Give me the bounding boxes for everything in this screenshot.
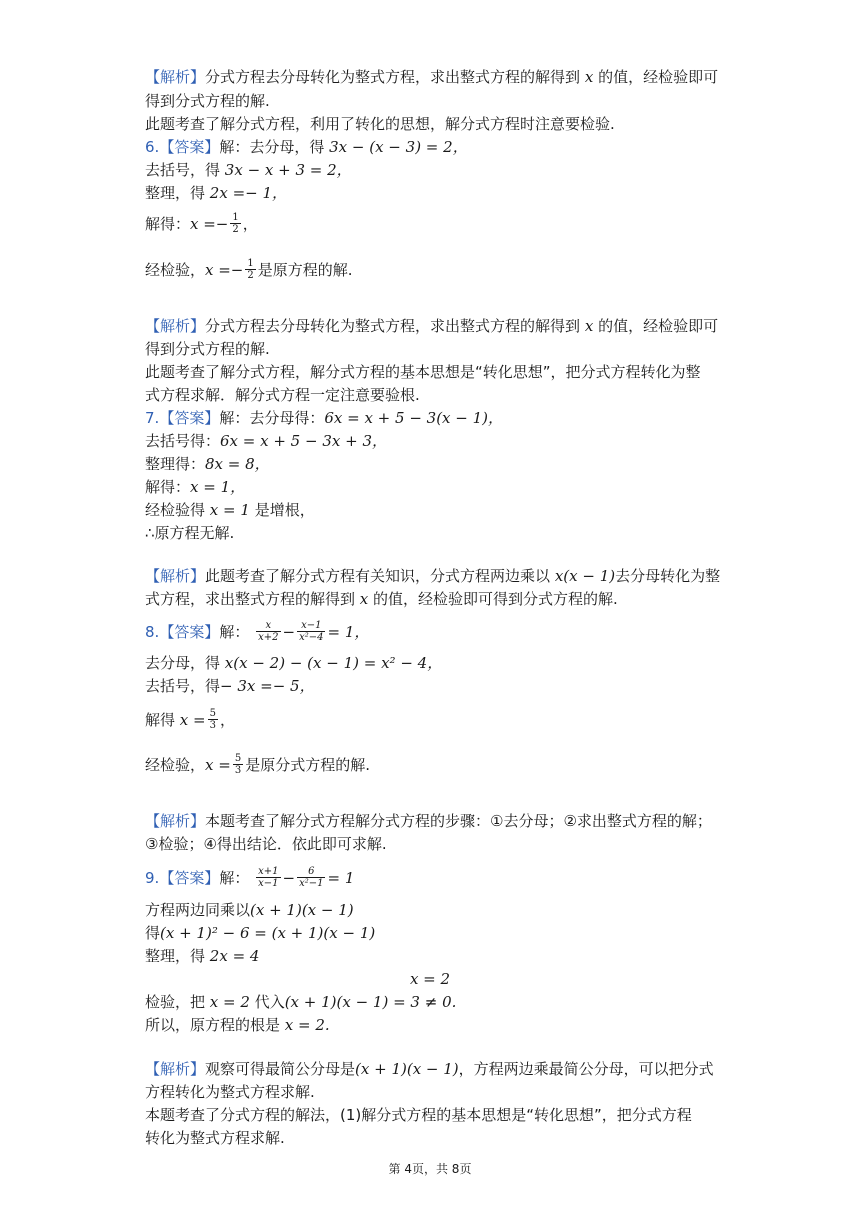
fraction: $\frac{6}{\text{x²−1}}$ xyxy=(299,866,324,889)
answer-line: 解得：x = 1， xyxy=(145,478,246,496)
equation: 2x =− 1， xyxy=(209,184,288,202)
analysis-line: 【解析】观察可得最简公分母是(x + 1)(x − 1)，方程两边乘最简公分母，可以把分式 xyxy=(145,1060,714,1078)
answer-line: 得(x + 1)² − 6 = (x + 1)(x − 1) xyxy=(145,924,376,942)
equation: x = 2 xyxy=(409,970,451,988)
page-footer: 第 4页，共 8页 xyxy=(388,1162,472,1176)
answer-label: 【答案】 xyxy=(159,623,220,641)
answer-line: ∴原方程无解. xyxy=(145,524,235,542)
analysis-label: 【解析】 xyxy=(145,567,206,585)
analysis-line: 此题考查了解分式方程，利用了转化的思想，解分式方程时注意要检验. xyxy=(145,115,615,133)
answer-line: 去括号得：6x = x + 5 − 3x + 3， xyxy=(145,432,387,450)
answer-label: 【答案】 xyxy=(159,869,220,887)
question-number: 8. xyxy=(145,623,160,641)
question-number: 9. xyxy=(145,869,160,887)
analysis-line: 本题考查了分式方程的解法，(1)解分式方程的基本思想是“转化思想”，把分式方程 xyxy=(145,1106,692,1124)
equation: 3x − x + 3 = 2， xyxy=(224,161,352,179)
fraction: $\frac{5}{3}$ xyxy=(209,708,216,731)
analysis-line: 式方程求解．解分式方程一定注意要验根. xyxy=(145,386,420,404)
fraction: $\frac{x-1}{\text{x²−4}}$ xyxy=(299,620,324,643)
answer-line: 整理，得 2x = 4 xyxy=(145,947,260,965)
answer-line: 整理，得 2x =− 1， xyxy=(145,184,288,202)
answer-line: 9.【答案】解： $\frac{x+1}{x-1}$ − $\frac{6}{\text{x²−1}}$ = 1 xyxy=(145,866,355,889)
analysis-line: 式方程，求出整式方程的解得到 x 的值，经检验即可得到分式方程的解. xyxy=(145,590,618,608)
equation: x = 2. xyxy=(284,1016,330,1034)
answer-line: 解得：x =− $\frac{1}{2}$ ， xyxy=(145,212,258,235)
analysis-line: 得到分式方程的解. xyxy=(145,92,270,110)
equation: (x + 1)(x − 1) xyxy=(355,1060,459,1078)
analysis-line: 【解析】此题考查了解分式方程有关知识，分式方程两边乘以 x(x − 1)去分母转化为整 xyxy=(145,567,721,585)
answer-line xyxy=(0,968,860,990)
analysis-line: 此题考查了解分式方程，解分式方程的基本思想是“转化思想”，把分式方程转化为整 xyxy=(145,363,701,381)
answer-line: 6.【答案】解：去分母，得 3x − (x − 3) = 2， xyxy=(145,138,468,156)
analysis-line: 方程转化为整式方程求解. xyxy=(145,1083,315,1101)
fraction: $\frac{1}{2}$ xyxy=(232,212,239,235)
answer-line: 去括号，得 3x − x + 3 = 2， xyxy=(145,161,352,179)
equation: (x + 1)(x − 1) xyxy=(250,901,354,919)
analysis-line: ③检验；④得出结论．依此即可求解. xyxy=(145,835,387,853)
answer-line: 7.【答案】解：去分母得：6x = x + 5 − 3(x − 1)， xyxy=(145,409,504,427)
answer-line: 经检验，x = $\frac{5}{3}$ 是原分式方程的解. xyxy=(145,753,370,776)
fraction: $\frac{5}{3}$ xyxy=(234,753,242,776)
answer-line: 方程两边同乘以(x + 1)(x − 1) xyxy=(145,901,354,919)
fraction: $\frac{x+1}{x-1}$ xyxy=(258,866,279,889)
equation: x(x − 1) xyxy=(554,567,616,585)
equation: 3x − (x − 3) = 2， xyxy=(329,138,468,156)
equation: x = 1， xyxy=(190,478,246,496)
fraction: $\frac{x}{x+2}$ xyxy=(258,620,279,643)
answer-line: 8.【答案】解： $\frac{x}{x+2}$ − $\frac{x-1}{\text{x²−4}}$ = 1， xyxy=(145,620,370,643)
answer-line: 所以，原方程的根是 x = 2. xyxy=(145,1016,330,1034)
analysis-line: 得到分式方程的解. xyxy=(145,340,270,358)
answer-line: 整理得：8x = 8， xyxy=(145,455,270,473)
answer-line: 解得 x = $\frac{5}{3}$ ， xyxy=(145,708,235,731)
question-number: 6. xyxy=(145,138,160,156)
analysis-label: 【解析】 xyxy=(145,317,206,335)
fraction: $\frac{1}{2}$ xyxy=(247,258,254,281)
analysis-line: 【解析】分式方程去分母转化为整式方程，求出整式方程的解得到 x 的值，经检验即可 xyxy=(145,317,719,335)
equation: (x + 1)² − 6 = (x + 1)(x − 1) xyxy=(160,924,376,942)
analysis-label: 【解析】 xyxy=(145,68,206,86)
answer-line: 去分母，得 x(x − 2) − (x − 1) = x² − 4， xyxy=(145,654,443,672)
equation: (x + 1)(x − 1) = 3 ≠ 0. xyxy=(284,993,457,1011)
answer-line: 检验，把 x = 2 代入(x + 1)(x − 1) = 3 ≠ 0. xyxy=(145,993,457,1011)
analysis-line: 【解析】本题考查了解分式方程解分式方程的步骤：①去分母；②求出整式方程的解； xyxy=(145,812,712,830)
answer-line: 经检验得 x = 1 是增根， xyxy=(145,501,315,519)
equation: 6x = x + 5 − 3x + 3， xyxy=(220,432,387,450)
equation: 8x = 8， xyxy=(205,455,270,473)
equation: 2x = 4 xyxy=(209,947,260,965)
answer-line: 去括号，得− 3x =− 5， xyxy=(145,677,315,695)
equation: 6x = x + 5 − 3(x − 1)， xyxy=(324,409,504,427)
equation: x(x − 2) − (x − 1) = x² − 4， xyxy=(224,654,443,672)
equation: x = 1 xyxy=(209,501,250,519)
analysis-line: 【解析】分式方程去分母转化为整式方程，求出整式方程的解得到 x 的值，经检验即可 xyxy=(145,68,719,86)
analysis-label: 【解析】 xyxy=(145,812,206,830)
question-number: 7. xyxy=(145,409,160,427)
analysis-line: 转化为整式方程求解. xyxy=(145,1129,285,1147)
analysis-label: 【解析】 xyxy=(145,1060,206,1078)
equation: x = 2 xyxy=(209,993,250,1011)
equation: − 3x =− 5， xyxy=(220,677,315,695)
answer-line: 经检验，x =− $\frac{1}{2}$ 是原方程的解. xyxy=(145,258,353,281)
answer-label: 【答案】 xyxy=(159,409,220,427)
answer-label: 【答案】 xyxy=(159,138,220,156)
